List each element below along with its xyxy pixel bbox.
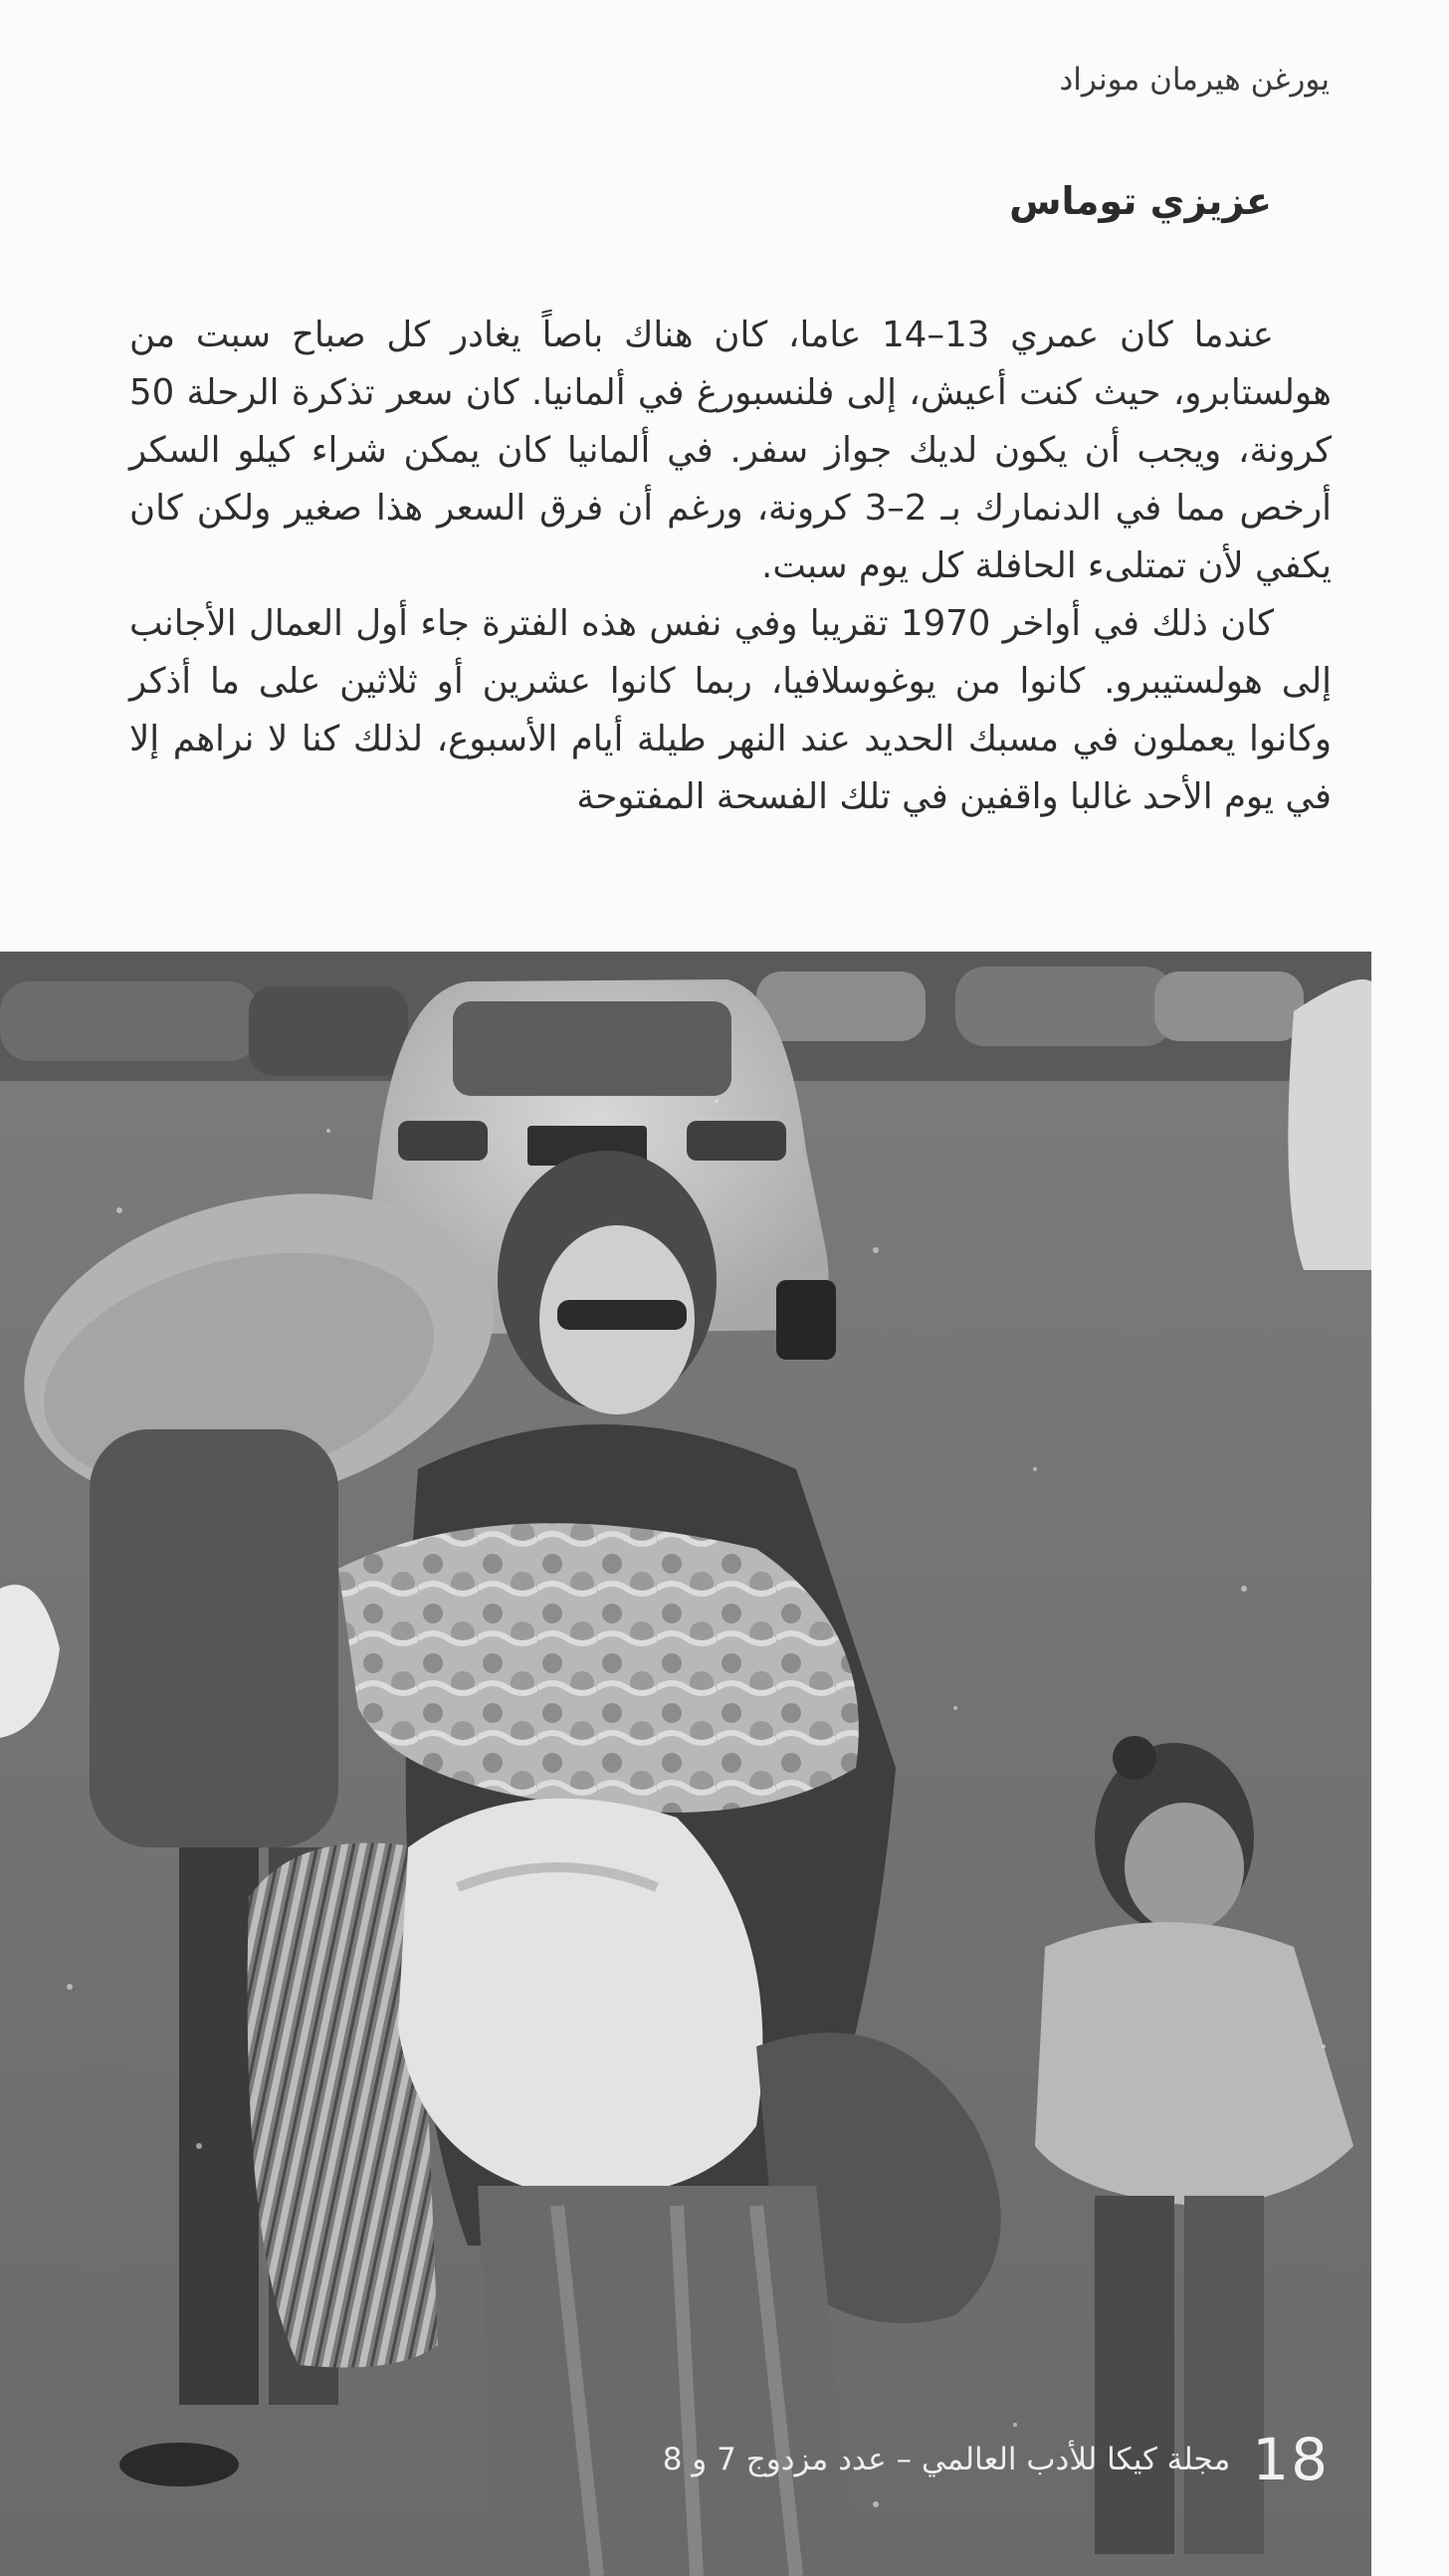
- page-footer: [663, 2425, 1330, 2494]
- article-title: عزيزي توماس: [1009, 179, 1272, 223]
- magazine-caption: مجلة كيكا للأدب العالمي – عدد مزدوج 7 و 8: [662, 2442, 1231, 2477]
- photo-illustration: [0, 952, 1371, 2576]
- article-body: [129, 307, 1332, 826]
- paragraph-2: كان ذلك في أواخر 1970 تقريبا وفي نفس هذه الفترة جاء أول العمال الأجانب إلى هولستيبرو. كانوا من يوغوسلافيا، ربما كانوا عشرين أو ثلاثين على ما أذكر وكانوا يعملون في مسبك الحديد عند النهر طيلة أيام الأسبوع، لذلك كنا لا نراهم إلا في يوم الأحد غالبا واقفين في تلك الفسحة المفتوحة: [129, 603, 1332, 817]
- running-head-author: يورغن هيرمان مونراد: [1059, 62, 1330, 98]
- page-number: 18: [1252, 2426, 1330, 2493]
- photo-family-carrying-bundles: [0, 952, 1371, 2576]
- paragraph-1: عندما كان عمري 13–14 عاما، كان هناك باصاً يغادر كل صباح سبت من هولستابرو، حيث كنت أعيش، إلى فلنسبورغ في ألمانيا. كان سعر تذكرة الرحلة 50 كرونة، ويجب أن يكون لديك جواز سفر. في ألمانيا كان يمكن شراء كيلو السكر أرخص مما في الدنمارك بـ 2–3 كرونة، ورغم أن فرق السعر هذا صغير ولكن كان يكفي لأن تمتلىء الحافلة كل يوم سبت.: [129, 315, 1332, 586]
